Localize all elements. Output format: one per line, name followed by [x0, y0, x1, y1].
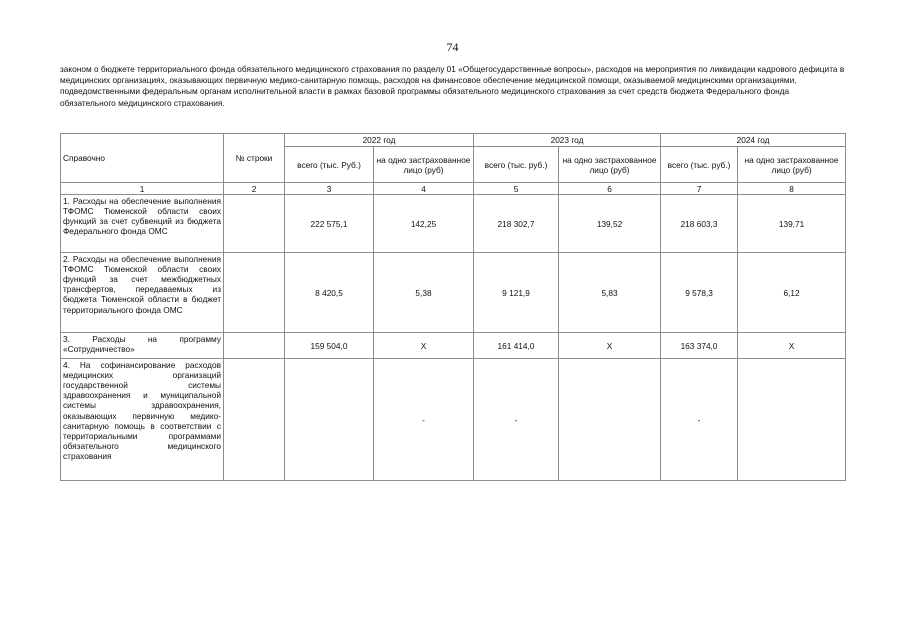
table-row	[61, 253, 846, 333]
value-total-2023: -	[474, 359, 559, 481]
table-row	[61, 359, 846, 481]
row-label: 2. Расходы на обеспечение выполнения ТФОМС Тюменской области своих функций за счет межбюджетных трансфертов, передаваемых из бюджета Тюменской области в бюджет территориального фонда ОМС	[61, 253, 224, 333]
header-year-2022: 2022 год	[285, 134, 474, 147]
column-number: 8	[738, 183, 846, 195]
value-per-person-2024: 139,71	[738, 195, 846, 253]
value-total-2023: 9 121,9	[474, 253, 559, 333]
row-number-cell	[224, 359, 285, 481]
column-number-row	[61, 183, 846, 195]
page-number: 74	[446, 40, 459, 54]
value-total-2022: 222 575,1	[285, 195, 374, 253]
value-per-person-2024: X	[738, 333, 846, 359]
value-total-2024: 163 374,0	[661, 333, 738, 359]
value-total-2023: 218 302,7	[474, 195, 559, 253]
column-number: 7	[661, 183, 738, 195]
table-row	[61, 333, 846, 359]
subheader-total-2024: всего (тыс. руб.)	[661, 147, 738, 183]
value-per-person-2022: -	[374, 359, 474, 481]
value-total-2024: -	[661, 359, 738, 481]
intro-paragraph: законом о бюджете территориального фонда обязательного медицинского страхования по разделу 01 «Общегосударственные вопросы», расходов на мероприятия по ликвидации кадрового дефицита в медицинских организациях, оказывающих первичную медико-санитарную помощь, расходов на финансовое обеспечение медицинской помощи, оказываемой медицинскими организациями, подведомственными федеральным органам исполнительной власти в рамках базовой программы обязательного медицинского страхования за счет средств бюджета Федерального фонда обязательного медицинского страхования.	[60, 64, 845, 108]
value-total-2024: 9 578,3	[661, 253, 738, 333]
row-number-cell	[224, 333, 285, 359]
value-per-person-2022: 5,38	[374, 253, 474, 333]
header-row-number: № строки	[224, 134, 285, 183]
column-number: 6	[559, 183, 661, 195]
value-per-person-2022: 142,25	[374, 195, 474, 253]
column-number: 1	[61, 183, 224, 195]
row-number-cell	[224, 253, 285, 333]
table-row	[61, 195, 846, 253]
value-total-2022	[285, 359, 374, 481]
subheader-per-person-2024: на одно застрахованное лицо (руб)	[738, 147, 846, 183]
value-total-2022: 159 504,0	[285, 333, 374, 359]
value-per-person-2022: X	[374, 333, 474, 359]
column-number: 2	[224, 183, 285, 195]
subheader-total-2022: всего (тыс. Руб.)	[285, 147, 374, 183]
subheader-total-2023: всего (тыс. руб.)	[474, 147, 559, 183]
budget-table	[60, 133, 846, 481]
row-label: 3. Расходы на программу «Сотрудничество»	[61, 333, 224, 359]
column-number: 3	[285, 183, 374, 195]
row-label: 1. Расходы на обеспечение выполнения ТФОМС Тюменской области своих функций за счет субвенций из бюджета Федерального фонда ОМС	[61, 195, 224, 253]
value-total-2022: 8 420,5	[285, 253, 374, 333]
header-year-2023: 2023 год	[474, 134, 661, 147]
value-total-2024: 218 603,3	[661, 195, 738, 253]
value-per-person-2023: 139,52	[559, 195, 661, 253]
value-per-person-2024	[738, 359, 846, 481]
value-per-person-2023	[559, 359, 661, 481]
value-per-person-2023: 5,83	[559, 253, 661, 333]
subheader-per-person-2023: на одно застрахованное лицо (руб)	[559, 147, 661, 183]
value-per-person-2024: 6,12	[738, 253, 846, 333]
value-total-2023: 161 414,0	[474, 333, 559, 359]
value-per-person-2023: X	[559, 333, 661, 359]
row-label: 4. На софинансирование расходов медицинских организаций государственной системы здравоохранения и муниципальной системы здравоохранения, оказывающих первичную медико-санитарную помощь в соответствии с территориальными программами обязательного медицинского страхования	[61, 359, 224, 481]
subheader-per-person-2022: на одно застрахованное лицо (руб)	[374, 147, 474, 183]
column-number: 5	[474, 183, 559, 195]
header-reference: Справочно	[61, 134, 224, 183]
column-number: 4	[374, 183, 474, 195]
row-number-cell	[224, 195, 285, 253]
header-year-2024: 2024 год	[661, 134, 846, 147]
